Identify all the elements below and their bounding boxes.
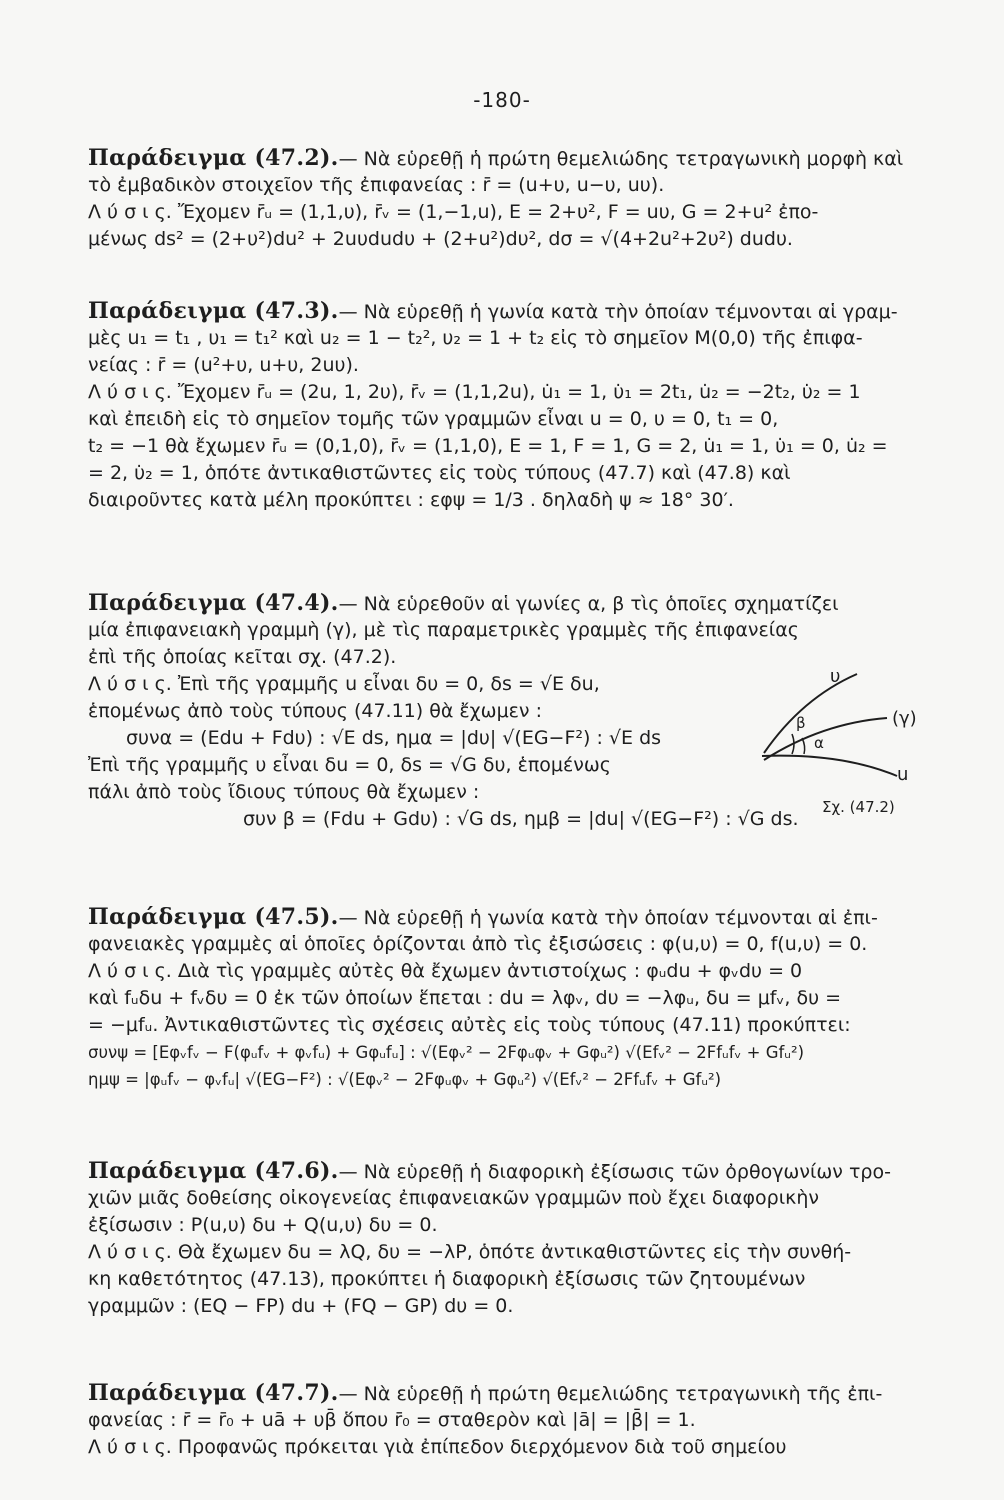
solution-text: Λ ύ σ ι ς. Προφανῶς πρόκειται γιὰ ἐπίπεδον διερχόμενον διὰ τοῦ σημείου (88, 1436, 787, 1458)
example-text: — Νὰ εὑρεθῇ ἡ γωνία κατὰ τὴν ὁποίαν τέμνονται αἱ ἐπι- (338, 907, 878, 929)
solution-text: Ἐπὶ τῆς γραμμῆς υ εἶναι δu = 0, δs = √G δυ, ἑπομένως (88, 754, 611, 776)
figure-47-2 (752, 668, 942, 828)
example-heading: Παράδειγμα (47.2). (88, 145, 339, 171)
solution-text: Λ ύ σ ι ς. Διὰ τὶς γραμμὲς αὐτὲς θὰ ἔχωμεν ἀντιστοίχως : φᵤdu + φᵥdυ = 0 (88, 960, 803, 982)
formula-line: συνα = (Edu + Fdυ) : √E ds, ημα = |dυ| √(EG−F²) : √E ds (126, 727, 662, 749)
solution-text: γραμμῶν : (EQ − FP) du + (FQ − GP) dυ = 0. (88, 1295, 514, 1317)
example-47-3 (88, 298, 983, 514)
parametric-curve-u (762, 756, 897, 776)
label-upsilon: υ (830, 668, 841, 687)
example-47-7 (88, 1380, 983, 1461)
example-text: — Νὰ εὑρεθῇ ἡ διαφορικὴ ἐξίσωσις τῶν ὀρθογωνίων τρο- (338, 1161, 891, 1183)
example-first-line (88, 145, 983, 172)
formula-line: συν β = (Fdu + Gdυ) : √G ds, ημβ = |du| √(EG−F²) : √G ds. (243, 808, 799, 830)
angle-arc-alpha (802, 738, 805, 754)
example-47-6 (88, 1158, 983, 1320)
solution-text: πάλι ἀπὸ τοὺς ἴδιους τύπους θὰ ἔχωμεν : (88, 781, 480, 803)
example-text: μία ἐπιφανειακὴ γραμμὴ (γ), μὲ τὶς παραμετρικὲς γραμμὲς τῆς ἐπιφανείας (88, 619, 799, 641)
label-u: u (897, 764, 909, 785)
solution-text: Λ ύ σ ι ς. Θὰ ἔχωμεν δu = λQ, δυ = −λP, ὁπότε ἀντικαθιστῶντες εἰς τὴν συνθή- (88, 1241, 852, 1263)
formula-line: συνψ = [Eφᵥfᵥ − F(φᵤfᵥ + φᵥfᵤ) + Gφᵤfᵤ] : √(Eφᵥ² − 2Fφᵤφᵥ + Gφᵤ²) √(Efᵥ² − 2Ffᵤfᵥ + Gfᵤ²) (88, 1043, 805, 1062)
solution-text: μένως ds² = (2+υ²)du² + 2uυdudυ + (2+u²)dυ², dσ = √(4+2u²+2υ²) dudυ. (88, 228, 793, 250)
example-47-5 (88, 904, 983, 1093)
example-text: μὲς u₁ = t₁ , υ₁ = t₁² καὶ u₂ = 1 − t₂², υ₂ = 1 + t₂ εἰς τὸ σημεῖον M(0,0) τῆς ἐπιφα- (88, 327, 863, 349)
page-number: -180- (473, 88, 531, 112)
solution-text: Λ ύ σ ι ς. Ἐπὶ τῆς γραμμῆς u εἶναι δυ = 0, δs = √E δu, (88, 673, 600, 695)
example-text: — Νὰ εὑρεθοῦν αἱ γωνίες α, β τὶς ὁποῖες σχηματίζει (338, 593, 839, 615)
solution-text: = 2, υ̇₂ = 1, ὁπότε ἀντικαθιστῶντες εἰς τοὺς τύπους (47.7) καὶ (47.8) καὶ (88, 462, 791, 484)
solution-text: διαιροῦντες κατὰ μέλη προκύπτει : εφψ = 1/3 . δηλαδὴ ψ ≈ 18° 30′. (88, 489, 734, 511)
example-text: — Νὰ εὑρεθῇ ἡ γωνία κατὰ τὴν ὁποίαν τέμνονται αἱ γραμ- (338, 301, 898, 323)
example-heading: Παράδειγμα (47.7). (88, 1380, 339, 1406)
label-alpha: α (814, 734, 824, 752)
example-text: φανείας : r̄ = r̄₀ + uā + υβ̄ ὅπου r̄₀ = σταθερὸν καὶ |ā| = |β̄| = 1. (88, 1409, 696, 1431)
figure-caption: Σχ. (47.2) (822, 798, 895, 816)
example-first-line (88, 904, 983, 931)
example-text: — Νὰ εὑρεθῇ ἡ πρώτη θεμελιώδης τετραγωνικὴ μορφὴ καὶ (338, 148, 904, 170)
example-heading: Παράδειγμα (47.4). (88, 590, 339, 616)
example-text: τὸ ἐμβαδικὸν στοιχεῖον τῆς ἐπιφανείας : r̄ = (u+υ, u−υ, uυ). (88, 174, 665, 196)
example-heading: Παράδειγμα (47.5). (88, 904, 339, 930)
solution-text: καὶ ἐπειδὴ εἰς τὸ σημεῖον τομῆς τῶν γραμμῶν εἶναι u = 0, υ = 0, t₁ = 0, (88, 408, 779, 430)
example-text: ἐπὶ τῆς ὁποίας κεῖται σχ. (47.2). (88, 646, 397, 668)
example-47-4 (88, 590, 839, 833)
example-text: νείας : r̄ = (u²+υ, u+υ, 2uυ). (88, 354, 359, 376)
formula-line: ημψ = |φᵤfᵥ − φᵥfᵤ| √(EG−F²) : √(Eφᵥ² − 2Fφᵤφᵥ + Gφᵤ²) √(Efᵥ² − 2Ffᵤfᵥ + Gfᵤ²) (88, 1070, 722, 1089)
solution-text: t₂ = −1 θὰ ἔχωμεν r̄ᵤ = (0,1,0), r̄ᵥ = (1,1,0), E = 1, F = 1, G = 2, u̇₁ = 1, υ̇₁ = 0, u̇₂ = (88, 435, 888, 457)
example-text: — Νὰ εὑρεθῇ ἡ πρώτη θεμελιώδης τετραγωνικὴ τῆς ἐπι- (338, 1383, 883, 1405)
example-heading: Παράδειγμα (47.3). (88, 298, 339, 324)
solution-text: καὶ fᵤδu + fᵥδυ = 0 ἐκ τῶν ὁποίων ἕπεται : du = λφᵥ, dυ = −λφᵤ, δu = μfᵥ, δυ = (88, 987, 842, 1009)
surface-curve-gamma (764, 718, 887, 760)
example-text: φανειακὲς γραμμὲς αἱ ὁποῖες ὁρίζονται ἀπὸ τὶς ἐξισώσεις : φ(u,υ) = 0, f(u,υ) = 0. (88, 933, 868, 955)
example-heading: Παράδειγμα (47.6). (88, 1158, 339, 1184)
parametric-curve-upsilon (764, 674, 857, 753)
solution-text: Λ ύ σ ι ς. Ἔχομεν r̄ᵤ = (2u, 1, 2υ), r̄ᵥ = (1,1,2u), u̇₁ = 1, υ̇₁ = 2t₁, u̇₂ = −2t₂, υ̇₂ = 1 (88, 381, 861, 403)
example-text: ἐξίσωσιν : P(u,υ) δu + Q(u,υ) δυ = 0. (88, 1214, 438, 1236)
solution-text: κη καθετότητος (47.13), προκύπτει ἡ διαφορικὴ ἐξίσωσις τῶν ζητουμένων (88, 1268, 806, 1290)
solution-text: = −μfᵤ. Ἀντικαθιστῶντες τὶς σχέσεις αὐτὲς εἰς τοὺς τύπους (47.11) προκύπτει: (88, 1014, 851, 1036)
label-beta: β (796, 714, 806, 732)
solution-text: ἑπομένως ἀπὸ τοὺς τύπους (47.11) θὰ ἔχωμεν : (88, 700, 542, 722)
example-text: χιῶν μιᾶς δοθείσης οἰκογενείας ἐπιφανειακῶν γραμμῶν ποὺ ἔχει διαφορικὴν (88, 1187, 819, 1209)
example-first-line (88, 1380, 983, 1407)
example-first-line (88, 298, 983, 325)
solution-text: Λ ύ σ ι ς. Ἔχομεν r̄ᵤ = (1,1,υ), r̄ᵥ = (1,−1,u), E = 2+υ², F = uυ, G = 2+u² ἐπο- (88, 201, 819, 223)
label-gamma: (γ) (892, 708, 917, 729)
example-first-line (88, 1158, 983, 1185)
example-first-line (88, 590, 983, 617)
example-47-2 (88, 145, 983, 253)
